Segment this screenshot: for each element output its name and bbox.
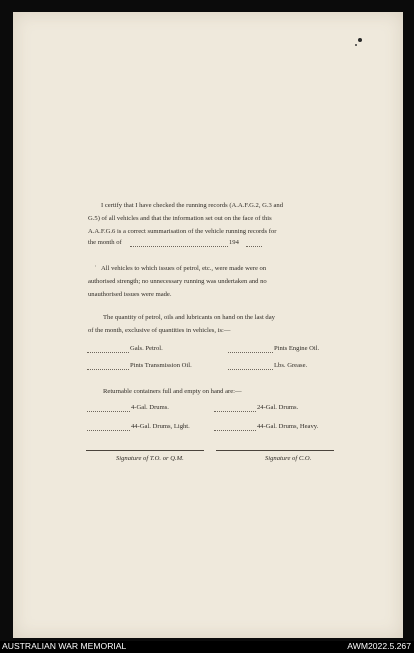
footer-institution: AUSTRALIAN WAR MEMORIAL bbox=[2, 641, 127, 651]
document-page bbox=[13, 12, 403, 638]
month-label: the month of bbox=[88, 239, 122, 246]
certify-line-3: A.A.F.G.6 is a correct summarisation of the vehicle running records for bbox=[88, 228, 277, 235]
petrol-blank bbox=[87, 352, 129, 353]
authorised-line-2: authorised strength; no unnecessary running was undertaken and no bbox=[88, 278, 267, 285]
signature-to-qm-label: Signature of T.O. or Q.M. bbox=[116, 455, 184, 462]
drum-24gal-blank bbox=[214, 411, 256, 412]
authorised-line-1: All vehicles to which issues of petrol, etc., were made were on bbox=[101, 265, 267, 272]
paper-mark bbox=[358, 38, 362, 42]
signature-line-to-qm bbox=[86, 450, 204, 451]
signature-co-label: Signature of C.O. bbox=[265, 455, 312, 462]
drum-44gal-heavy-label: 44-Gal. Drums, Heavy. bbox=[257, 423, 319, 430]
petrol-label: Gals. Petrol. bbox=[130, 345, 163, 352]
margin-mark: ' bbox=[95, 266, 96, 271]
quantity-line-1: The quantity of petrol, oils and lubricants on hand on the last day bbox=[103, 314, 275, 321]
drum-4gal-label: 4-Gal. Drums. bbox=[131, 404, 169, 411]
engine-oil-blank bbox=[228, 352, 273, 353]
quantity-line-2: of the month, exclusive of quantities in vehicles, is:— bbox=[88, 327, 231, 334]
drum-44gal-heavy-blank bbox=[214, 430, 256, 431]
month-blank bbox=[130, 246, 228, 247]
grease-blank bbox=[228, 369, 273, 370]
engine-oil-label: Pints Engine Oil. bbox=[274, 345, 320, 352]
authorised-line-3: unauthorised issues were made. bbox=[88, 291, 172, 298]
drum-44gal-light-blank bbox=[87, 430, 130, 431]
containers-intro: Returnable containers full and empty on hand are:— bbox=[103, 388, 242, 395]
paper-mark bbox=[355, 44, 357, 46]
transmission-oil-label: Pints Transmission Oil. bbox=[130, 362, 192, 369]
transmission-oil-blank bbox=[87, 369, 129, 370]
drum-24gal-label: 24-Gal. Drums. bbox=[257, 404, 299, 411]
year-blank bbox=[246, 246, 262, 247]
certify-line-1: I certify that I have checked the running records (A.A.F.G.2, G.3 and bbox=[101, 202, 284, 209]
footer-accession-number: AWM2022.5.267 bbox=[347, 641, 411, 651]
certify-line-2: G.5) of all vehicles and that the information set out on the face of this bbox=[88, 215, 272, 222]
drum-4gal-blank bbox=[87, 411, 130, 412]
grease-label: Lbs. Grease. bbox=[274, 362, 308, 369]
drum-44gal-light-label: 44-Gal. Drums, Light. bbox=[131, 423, 190, 430]
signature-line-co bbox=[216, 450, 334, 451]
year-label: 194 bbox=[229, 239, 239, 246]
